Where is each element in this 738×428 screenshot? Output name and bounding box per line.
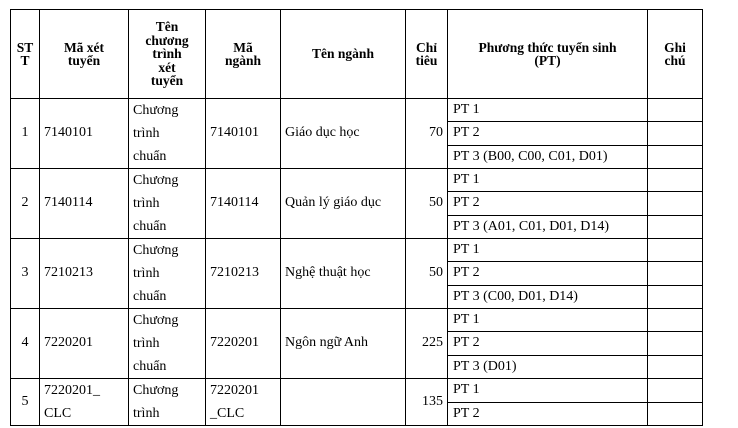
cell-ma-nganh: 7220201: [206, 309, 281, 379]
admissions-table: [10, 9, 703, 426]
cell-ghi-chu: [648, 355, 703, 378]
cell-method: PT 1: [448, 239, 648, 262]
cell-chi-tieu: 50: [406, 239, 448, 309]
cell-chi-tieu: 50: [406, 169, 448, 239]
header-row: [11, 10, 703, 99]
cell-chi-tieu: 225: [406, 309, 448, 379]
cell-ten-nganh: Quản lý giáo dục: [281, 169, 406, 239]
cell-ma-xet-tuyen: 7140101: [40, 99, 129, 169]
cell-chuong-trinh: Chương trình chuẩn: [129, 309, 206, 379]
cell-method: PT 1: [448, 169, 648, 192]
cell-chuong-trinh: Chương trình: [129, 379, 206, 426]
cell-stt: 3: [11, 239, 40, 309]
cell-method: PT 3 (B00, C00, C01, D01): [448, 145, 648, 168]
cell-ghi-chu: [648, 402, 703, 426]
cell-ghi-chu: [648, 99, 703, 122]
cell-ma-nganh: 7140101: [206, 99, 281, 169]
cell-method: PT 1: [448, 309, 648, 332]
cell-ghi-chu: [648, 285, 703, 308]
header-ten-chuong-trinh: Tên chương trình xét tuyển: [129, 10, 206, 99]
cell-method: PT 1: [448, 99, 648, 122]
cell-method: PT 3 (D01): [448, 355, 648, 378]
cell-ghi-chu: [648, 379, 703, 403]
cell-method: PT 3 (C00, D01, D14): [448, 285, 648, 308]
cell-ghi-chu: [648, 145, 703, 168]
cell-ghi-chu: [648, 215, 703, 238]
cell-chi-tieu: 135: [406, 379, 448, 426]
cell-ten-nganh: Nghệ thuật học: [281, 239, 406, 309]
cell-ghi-chu: [648, 309, 703, 332]
cell-ma-xet-tuyen: 7140114: [40, 169, 129, 239]
cell-method: PT 2: [448, 332, 648, 355]
cell-ghi-chu: [648, 262, 703, 285]
cell-stt: 2: [11, 169, 40, 239]
cell-chi-tieu: 70: [406, 99, 448, 169]
cell-ma-nganh: 7210213: [206, 239, 281, 309]
cell-chuong-trinh: Chương trình chuẩn: [129, 239, 206, 309]
cell-ghi-chu: [648, 122, 703, 145]
table-row: [11, 99, 703, 122]
cell-ghi-chu: [648, 192, 703, 215]
cell-chuong-trinh: Chương trình chuẩn: [129, 99, 206, 169]
cell-ten-nganh: Giáo dục học: [281, 99, 406, 169]
cell-method: PT 1: [448, 379, 648, 403]
header-ghi-chu: Ghi chú: [648, 10, 703, 99]
cell-ma-xet-tuyen: 7220201: [40, 309, 129, 379]
header-phuong-thuc: Phương thức tuyển sinh (PT): [448, 10, 648, 99]
header-ten-nganh: Tên ngành: [281, 10, 406, 99]
cell-stt: 4: [11, 309, 40, 379]
table-row: [11, 239, 703, 262]
cell-ma-nganh: 7220201 _CLC: [206, 379, 281, 426]
header-stt: ST T: [11, 10, 40, 99]
cell-method: PT 2: [448, 192, 648, 215]
cell-ma-xet-tuyen: 7220201_ CLC: [40, 379, 129, 426]
cell-ten-nganh: [281, 379, 406, 426]
cell-ten-nganh: Ngôn ngữ Anh: [281, 309, 406, 379]
cell-method: PT 2: [448, 402, 648, 426]
cell-method: PT 2: [448, 122, 648, 145]
cell-method: PT 2: [448, 262, 648, 285]
table-row: [11, 379, 703, 403]
cell-ghi-chu: [648, 239, 703, 262]
cell-stt: 1: [11, 99, 40, 169]
table-body: [11, 99, 703, 426]
table-row: [11, 169, 703, 192]
admissions-table-container: [10, 9, 703, 426]
cell-ghi-chu: [648, 332, 703, 355]
header-chi-tieu: Chỉ tiêu: [406, 10, 448, 99]
cell-chuong-trinh: Chương trình chuẩn: [129, 169, 206, 239]
cell-stt: 5: [11, 379, 40, 426]
cell-ma-xet-tuyen: 7210213: [40, 239, 129, 309]
header-ma-xet-tuyen: Mã xét tuyển: [40, 10, 129, 99]
header-ma-nganh: Mã ngành: [206, 10, 281, 99]
cell-ghi-chu: [648, 169, 703, 192]
cell-method: PT 3 (A01, C01, D01, D14): [448, 215, 648, 238]
cell-ma-nganh: 7140114: [206, 169, 281, 239]
table-row: [11, 309, 703, 332]
